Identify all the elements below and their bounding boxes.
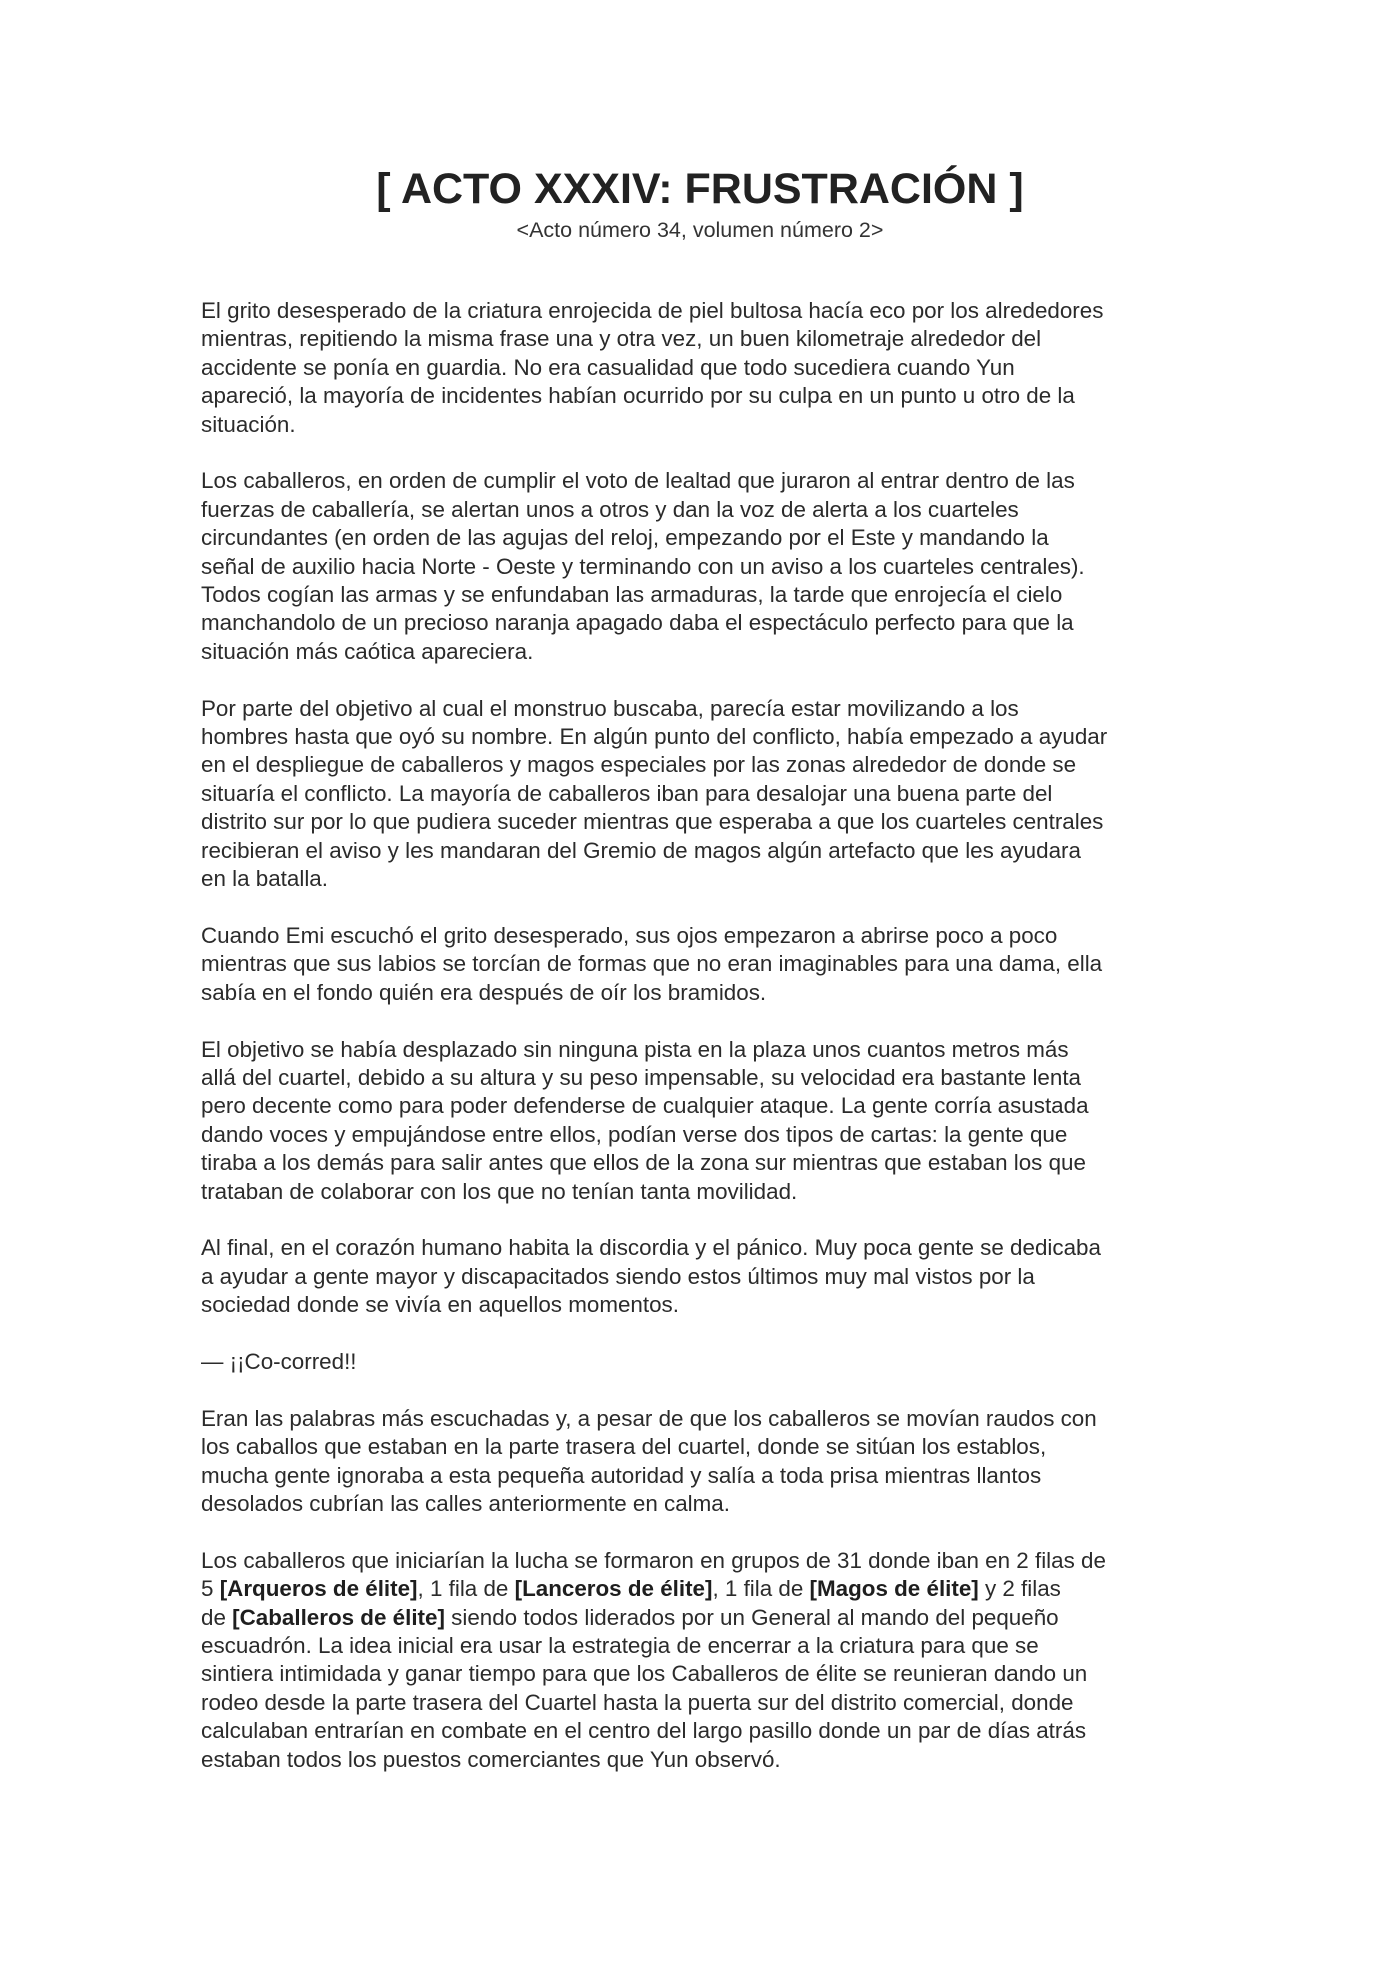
- paragraph-line: [201, 1746, 1201, 1774]
- paragraph-line: señal de auxilio hacia Norte - Oeste y terminando con un aviso a los cuarteles centrales).: [201, 553, 1085, 579]
- paragraph-line: Cuando Emi escuchó el grito desesperado, sus ojos empezaron a abrirse poco a poco: [201, 922, 1058, 948]
- text-run: siendo todos liderados por un General al mando del pequeño: [444, 1604, 1059, 1630]
- body-paragraph: [201, 467, 1201, 666]
- chapter-subtitle: <Acto número 34, volumen número 2>: [516, 218, 884, 242]
- paragraph-line: los caballos que estaban en la parte trasera del cuartel, donde se sitúan los establos,: [201, 1434, 1047, 1460]
- bold-term: [Arqueros de élite]: [219, 1576, 418, 1602]
- paragraph-line: apareció, la mayoría de incidentes habían ocurrido por su culpa en un punto u otro de la: [201, 383, 1075, 409]
- body-paragraph: [201, 1405, 1201, 1519]
- text-run: estaban todos los puestos comerciantes que Yun observó.: [201, 1746, 781, 1772]
- paragraph-line: mucha gente ignoraba a esta pequeña autoridad y salía a toda prisa mientras llantos: [201, 1462, 1042, 1488]
- bold-term: [Lanceros de élite]: [514, 1576, 713, 1602]
- text-run: , 1 fila de: [417, 1576, 515, 1602]
- paragraph-line: tiraba a los demás para salir antes que ellos de la zona sur mientras que estaban los que: [201, 1150, 1086, 1176]
- paragraph-line: El grito desesperado de la criatura enrojecida de piel bultosa hacía eco por los alrededores: [201, 298, 1104, 323]
- text-run: Los caballeros que iniciarían la lucha se formaron en grupos de 31 donde iban en 2 filas de: [201, 1547, 1106, 1573]
- paragraph-line: — ¡¡Co-corred!!: [201, 1348, 357, 1374]
- paragraph-line: mientras que sus labios se torcían de formas que no eran imaginables para una dama, ella: [201, 951, 1103, 977]
- body-paragraph: [201, 297, 1201, 439]
- body-paragraph: [201, 1348, 1201, 1376]
- paragraph-line: [201, 1717, 1201, 1745]
- text-run: sintiera intimidada y ganar tiempo para que los Caballeros de élite se reunieran dando un: [201, 1661, 1088, 1687]
- text-run: rodeo desde la parte trasera del Cuartel hasta la puerta sur del distrito comercial, donde: [201, 1689, 1074, 1715]
- body-paragraph: [201, 1547, 1201, 1774]
- paragraph-line: dando voces y empujándose entre ellos, podían verse dos tipos de cartas: la gente que: [201, 1121, 1068, 1147]
- paragraph-line: pero decente como para poder defenderse de cualquier ataque. La gente corría asustada: [201, 1093, 1089, 1119]
- paragraph-line: situación.: [201, 411, 296, 437]
- paragraph-line: accidente se ponía en guardia. No era casualidad que todo sucediera cuando Yun: [201, 354, 1015, 380]
- bold-term: [Caballeros de élite]: [232, 1604, 445, 1630]
- paragraph-line: [201, 1547, 1201, 1575]
- paragraph-line: sabía en el fondo quién era después de oír los bramidos.: [201, 979, 767, 1005]
- paragraph-line: [201, 1632, 1201, 1660]
- paragraph-line: El objetivo se había desplazado sin ninguna pista en la plaza unos cuantos metros más: [201, 1036, 1069, 1062]
- paragraph-line: en el despliegue de caballeros y magos especiales por las zonas alrededor de donde se: [201, 752, 1077, 778]
- text-run: calculaban entrarían en combate en el centro del largo pasillo donde un par de días atrás: [201, 1718, 1087, 1744]
- paragraph-line: hombres hasta que oyó su nombre. En algún punto del conflicto, había empezado a ayudar: [201, 724, 1108, 750]
- paragraph-line: en la batalla.: [201, 866, 328, 892]
- paragraph-line: distrito sur por lo que pudiera suceder mientras que esperaba a que los cuarteles centrales: [201, 809, 1104, 835]
- text-run: 5: [201, 1576, 220, 1602]
- paragraph-line: [201, 1689, 1201, 1717]
- body-paragraph: [201, 922, 1201, 1007]
- body-paragraph: [201, 1234, 1201, 1319]
- paragraph-line: Eran las palabras más escuchadas y, a pesar de que los caballeros se movían raudos con: [201, 1405, 1097, 1431]
- paragraph-line: allá del cuartel, debido a su altura y su peso impensable, su velocidad era bastante lenta: [201, 1064, 1082, 1090]
- text-run: escuadrón. La idea inicial era usar la estrategia de encerrar a la criatura para que se: [201, 1632, 1039, 1658]
- paragraph-line: sociedad donde se vivía en aquellos momentos.: [201, 1292, 679, 1318]
- paragraph-line: [201, 1604, 1201, 1632]
- text-run: , 1 fila de: [712, 1576, 810, 1602]
- paragraph-line: Todos cogían las armas y se enfundaban las armaduras, la tarde que enrojecía el cielo: [201, 582, 1063, 608]
- paragraph-line: trataban de colaborar con los que no tenían tanta movilidad.: [201, 1178, 798, 1204]
- chapter-body: [201, 297, 1201, 1802]
- paragraph-line: mientras, repitiendo la misma frase una y otra vez, un buen kilometraje alrededor del: [201, 326, 1042, 352]
- paragraph-line: desolados cubrían las calles anteriormente en calma.: [201, 1490, 730, 1516]
- chapter-title: [ ACTO XXXIV: FRUSTRACIÓN ]: [376, 165, 1024, 213]
- bold-term: [Magos de élite]: [809, 1576, 979, 1602]
- paragraph-line: situación más caótica apareciera.: [201, 638, 534, 664]
- paragraph-line: Por parte del objetivo al cual el monstruo buscaba, parecía estar movilizando a los: [201, 695, 1019, 721]
- paragraph-line: Al final, en el corazón humano habita la discordia y el pánico. Muy poca gente se dedicaba: [201, 1235, 1101, 1261]
- body-paragraph: [201, 1036, 1201, 1206]
- paragraph-line: [201, 1575, 1201, 1603]
- paragraph-line: situaría el conflicto. La mayoría de caballeros iban para desalojar una buena parte del: [201, 780, 1053, 806]
- body-paragraph: [201, 695, 1201, 894]
- paragraph-line: a ayudar a gente mayor y discapacitados siendo estos últimos muy mal vistos por la: [201, 1263, 1035, 1289]
- paragraph-line: Los caballeros, en orden de cumplir el voto de lealtad que juraron al entrar dentro de las: [201, 468, 1075, 494]
- paragraph-line: circundantes (en orden de las agujas del reloj, empezando por el Este y mandando la: [201, 525, 1049, 551]
- paragraph-line: recibieran el aviso y les mandaran del Gremio de magos algún artefacto que les ayudara: [201, 837, 1081, 863]
- paragraph-line: manchandolo de un precioso naranja apagado daba el espectáculo perfecto para que la: [201, 610, 1074, 636]
- paragraph-line: [201, 1660, 1201, 1688]
- paragraph-line: fuerzas de caballería, se alertan unos a otros y dan la voz de alerta a los cuarteles: [201, 496, 1019, 522]
- text-run: y 2 filas: [978, 1576, 1061, 1602]
- text-run: de: [201, 1604, 233, 1630]
